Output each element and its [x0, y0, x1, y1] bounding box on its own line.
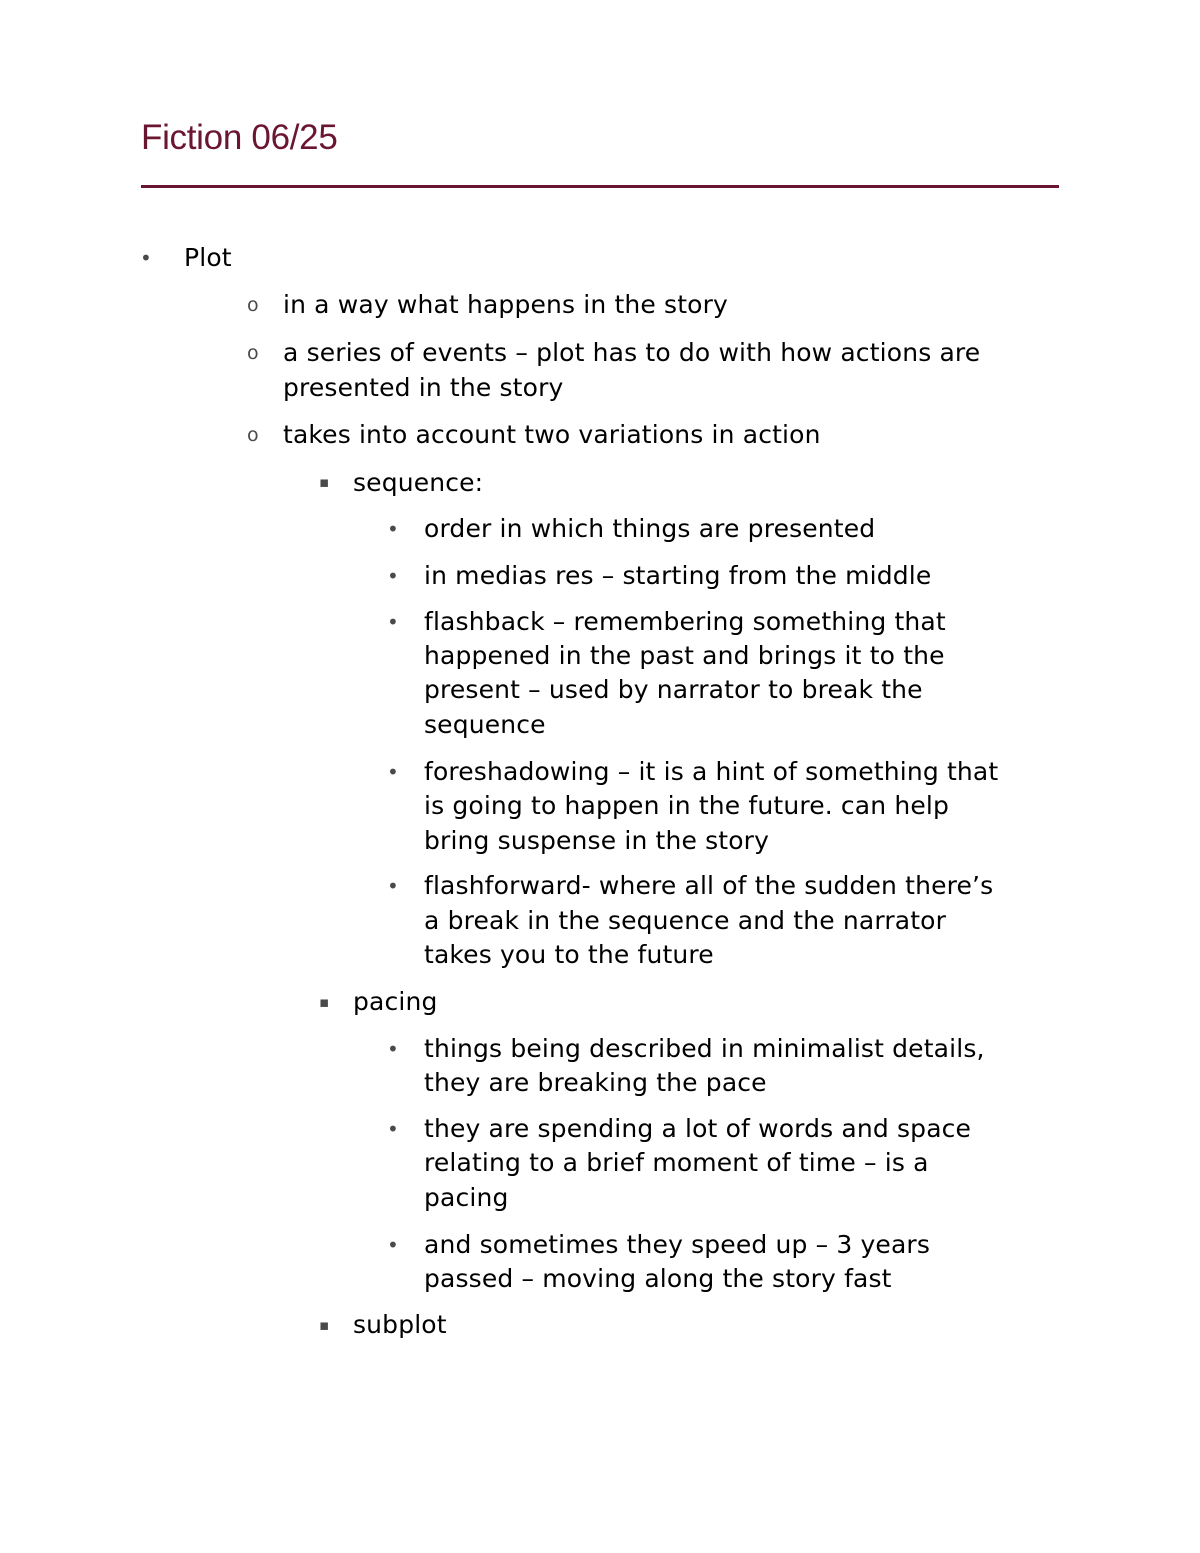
bullet-circle-icon: o [247, 342, 259, 364]
bullet-disc-icon: • [387, 1233, 399, 1257]
list-item-continuation: takes you to the future [424, 940, 714, 969]
list-item-continuation: happened in the past and brings it to the [424, 641, 945, 670]
list-item: takes into account two variations in action [283, 420, 821, 449]
bullet-circle-icon: o [247, 294, 259, 316]
bullet-disc-icon: • [387, 517, 399, 541]
list-item-continuation: relating to a brief moment of time – is a [424, 1148, 929, 1177]
list-item-continuation: a break in the sequence and the narrator [424, 906, 947, 935]
list-item: flashback – remembering something that [424, 607, 946, 636]
document-title: Fiction 06/25 [141, 118, 338, 157]
title-divider [141, 185, 1059, 188]
list-item-continuation: bring suspense in the story [424, 826, 770, 855]
list-item-sequence: sequence: [353, 468, 484, 497]
list-item-pacing: pacing [353, 987, 438, 1016]
list-item: in medias res – starting from the middle [424, 561, 932, 590]
list-item-continuation: they are breaking the pace [424, 1068, 767, 1097]
bullet-disc-icon: • [387, 874, 399, 898]
list-item-plot: Plot [184, 243, 232, 272]
list-item: and sometimes they speed up – 3 years [424, 1230, 931, 1259]
list-item-continuation: present – used by narrator to break the [424, 675, 923, 704]
list-item: a series of events – plot has to do with how actions are [283, 338, 981, 367]
bullet-disc-icon: • [387, 1117, 399, 1141]
bullet-square-icon: ▪ [319, 993, 330, 1011]
list-item-continuation: passed – moving along the story fast [424, 1264, 892, 1293]
bullet-disc-icon: • [387, 1037, 399, 1061]
list-item: in a way what happens in the story [283, 290, 728, 319]
bullet-disc-icon: • [140, 246, 152, 270]
list-item: order in which things are presented [424, 514, 876, 543]
list-item-continuation: sequence [424, 710, 546, 739]
list-item: things being described in minimalist details, [424, 1034, 985, 1063]
list-item-continuation: is going to happen in the future. can help [424, 791, 950, 820]
bullet-disc-icon: • [387, 610, 399, 634]
list-item: foreshadowing – it is a hint of something that [424, 757, 999, 786]
bullet-disc-icon: • [387, 760, 399, 784]
list-item-continuation: presented in the story [283, 373, 564, 402]
bullet-square-icon: ▪ [319, 1316, 330, 1334]
bullet-circle-icon: o [247, 424, 259, 446]
list-item: they are spending a lot of words and space [424, 1114, 972, 1143]
list-item-continuation: pacing [424, 1183, 509, 1212]
bullet-disc-icon: • [387, 564, 399, 588]
bullet-square-icon: ▪ [319, 473, 330, 491]
list-item-subplot: subplot [353, 1310, 447, 1339]
list-item: flashforward- where all of the sudden there’s [424, 871, 994, 900]
